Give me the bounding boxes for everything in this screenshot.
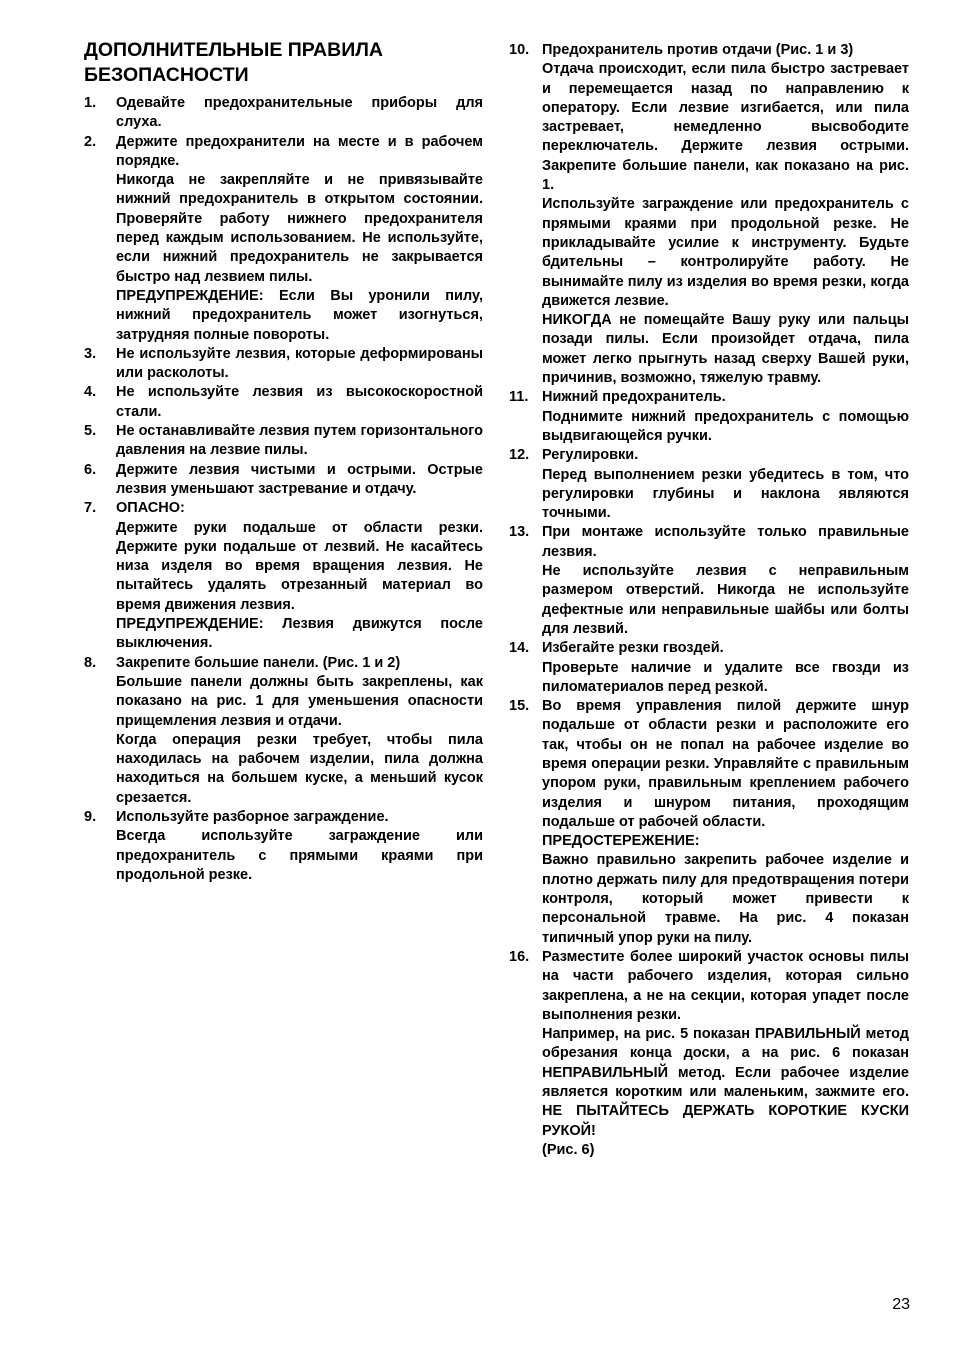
rule-number: 6. bbox=[84, 461, 97, 478]
rule-item bbox=[84, 808, 483, 885]
rule-paragraph: Поднимите нижний предохранитель с помощью выдвигающейся ручки. bbox=[542, 408, 909, 444]
left-rules-list bbox=[84, 94, 483, 885]
rule-number: 10. bbox=[509, 42, 530, 58]
rule-paragraph: Когда операция резки требует, чтобы пила находилась на рабочем изделии, пила должна находиться на большем куске, а меньший кусок срезается. bbox=[116, 731, 483, 806]
rule-item bbox=[84, 461, 483, 500]
rule-item bbox=[509, 523, 909, 639]
rule-number: 2. bbox=[84, 133, 97, 150]
rule-number: 5. bbox=[84, 423, 97, 440]
rule-paragraph: Используйте заграждение или предохранитель с прямыми краями при продольной резке. Не прикладывайте усилие к инструменту. Будьте бдительны – контролируйте работу. Не вынимайте пилу из изделия во время резки, когда движется лезвие. bbox=[542, 196, 909, 309]
page-number: 23 bbox=[892, 1296, 910, 1313]
rule-paragraph: ОПАСНО: bbox=[116, 500, 185, 517]
rule-number: 12. bbox=[509, 447, 530, 464]
rule-paragraph: Проверьте наличие и удалите все гвозди из пиломатериалов перед резкой. bbox=[542, 659, 909, 695]
rule-paragraph: Перед выполнением резки убедитесь в том, что регулировки глубины и наклона являются точными. bbox=[542, 466, 909, 522]
rule-paragraph: Например, на рис. 5 показан ПРАВИЛЬНЫЙ метод обрезания конца доски, а на рис. 6 показан НЕПРАВИЛЬНЫЙ метод. Если рабочее изделие является коротким или маленьким, зажмите его. НЕ ПЫТАЙТЕСЬ ДЕРЖАТЬ КОРОТКИЕ КУСКИ РУКОЙ! bbox=[542, 1026, 909, 1139]
rule-paragraph: Избегайте резки гвоздей. bbox=[542, 640, 724, 657]
rule-number: 3. bbox=[84, 345, 97, 362]
rule-paragraph: Никогда не закрепляйте и не привязывайте нижний предохранитель в открытом состоянии. Проверяйте работу нижнего предохранителя перед каждым использованием. Не используйте, если нижний предохранитель не закрывается быстро над лезвием пилы. bbox=[116, 172, 483, 285]
rule-paragraph: Важно правильно закрепить рабочее изделие и плотно держать пилу для предотвращения потери контроля, который может привести к персональной травме. На рис. 4 показан типичный упор руки на пилу. bbox=[542, 852, 909, 946]
rule-item bbox=[509, 639, 909, 697]
rule-number: 7. bbox=[84, 500, 97, 517]
rule-paragraph: Не останавливайте лезвия путем горизонтального давления на лезвие пилы. bbox=[116, 423, 483, 459]
rule-item bbox=[509, 446, 909, 523]
rule-item bbox=[509, 41, 909, 388]
rule-item bbox=[509, 948, 909, 1160]
rule-paragraph: Используйте разборное заграждение. bbox=[116, 808, 389, 825]
rule-paragraph: Не используйте лезвия с неправильным размером отверстий. Никогда не используйте дефектные или неправильные шайбы или болты для лезвий. bbox=[542, 563, 909, 637]
rule-number: 14. bbox=[509, 640, 530, 657]
rule-item bbox=[84, 345, 483, 384]
left-column bbox=[84, 38, 483, 885]
rule-paragraph: Нижний предохранитель. bbox=[542, 389, 726, 406]
rule-number: 9. bbox=[84, 808, 97, 825]
rule-paragraph: Держите лезвия чистыми и острыми. Острые лезвия уменьшают застревание и отдачу. bbox=[116, 461, 483, 497]
rule-number: 4. bbox=[84, 384, 97, 401]
rule-number: 8. bbox=[84, 654, 97, 671]
rule-paragraph: Большие панели должны быть закреплены, как показано на рис. 1 для уменьшения опасности прищемления лезвия и отдачи. bbox=[116, 673, 483, 729]
rule-number: 13. bbox=[509, 524, 530, 541]
rule-paragraph: Держите руки подальше от области резки. Держите руки подальше от лезвий. Не касайтесь низа изделя во время вращения лезвия. Не пытайтесь удалять отрезанный материал во время движения лезвия. bbox=[116, 519, 483, 613]
rule-paragraph: Регулировки. bbox=[542, 447, 639, 464]
rule-paragraph: Не используйте лезвия из высокоскоростной стали. bbox=[116, 384, 483, 420]
rule-paragraph: ПРЕДУПРЕЖДЕНИЕ: Лезвия движутся после выключения. bbox=[116, 616, 483, 652]
rule-number: 16. bbox=[509, 948, 530, 965]
rule-item bbox=[84, 499, 483, 653]
rule-paragraph: Всегда используйте заграждение или предохранитель с прямыми краями при продольной резке. bbox=[116, 828, 483, 883]
page-title: ДОПОЛНИТЕЛЬНЫЕ ПРАВИЛА БЕЗОПАСНОСТИ bbox=[84, 39, 384, 86]
rule-item bbox=[509, 697, 909, 948]
rule-paragraph: ПРЕДОСТЕРЕЖЕНИЕ: bbox=[542, 833, 700, 850]
rule-paragraph: Закрепите большие панели. (Рис. 1 и 2) bbox=[116, 654, 401, 671]
rule-paragraph: (Рис. 6) bbox=[542, 1141, 595, 1158]
rule-paragraph: При монтаже используйте только правильные лезвия. bbox=[542, 524, 909, 560]
rule-item bbox=[509, 388, 909, 446]
rule-paragraph: Предохранитель против отдачи (Рис. 1 и 3) bbox=[542, 42, 854, 58]
rule-paragraph: Отдача происходит, если пила быстро застревает и перемещается назад по направлению к оператору. Если лезвие изгибается, или пила застревает, немедленно высвободите переключатель. Держите лезвия острыми. Закрепите большие панели, как показано на рис. 1. bbox=[542, 61, 909, 194]
rule-item bbox=[84, 94, 483, 133]
rule-paragraph: Держите предохранители на месте и в рабочем порядке. bbox=[116, 133, 483, 169]
rule-paragraph: Разместите более широкий участок основы пилы на части рабочего изделия, которая сильно закреплена, а не на секции, которая упадет после выполнения резки. bbox=[542, 948, 909, 1023]
rule-number: 15. bbox=[509, 698, 530, 715]
rule-number: 11. bbox=[509, 389, 529, 406]
rule-item bbox=[84, 654, 483, 808]
rule-item bbox=[84, 422, 483, 461]
rule-item bbox=[84, 383, 483, 422]
rule-paragraph: Не используйте лезвия, которые деформированы или расколоты. bbox=[116, 345, 483, 382]
rule-paragraph: Во время управления пилой держите шнур подальше от области резки и расположите его так, чтобы он не попал на рабочее изделие во время операции резки. Управляйте с правильным упором руки, правильным креплением рабочего изделия и шнуром питания, проходящим подальше от рабочей области. bbox=[542, 698, 909, 830]
rule-paragraph: ПРЕДУПРЕЖДЕНИЕ: Если Вы уронили пилу, нижний предохранитель может изогнуться, затрудняя полные повороты. bbox=[116, 287, 483, 343]
rule-paragraph: НИКОГДА не помещайте Вашу руку или пальцы позади пилы. Если произойдет отдача, пила может легко прыгнуть назад сверху Вашей руки, причинив, возможно, тяжелую травму. bbox=[542, 312, 909, 387]
right-column bbox=[509, 41, 909, 1160]
rule-paragraph: Одевайте предохранительные приборы для слуха. bbox=[116, 95, 483, 131]
rule-item bbox=[84, 133, 483, 345]
right-rules-list bbox=[509, 41, 909, 1160]
rule-number: 1. bbox=[84, 95, 97, 111]
